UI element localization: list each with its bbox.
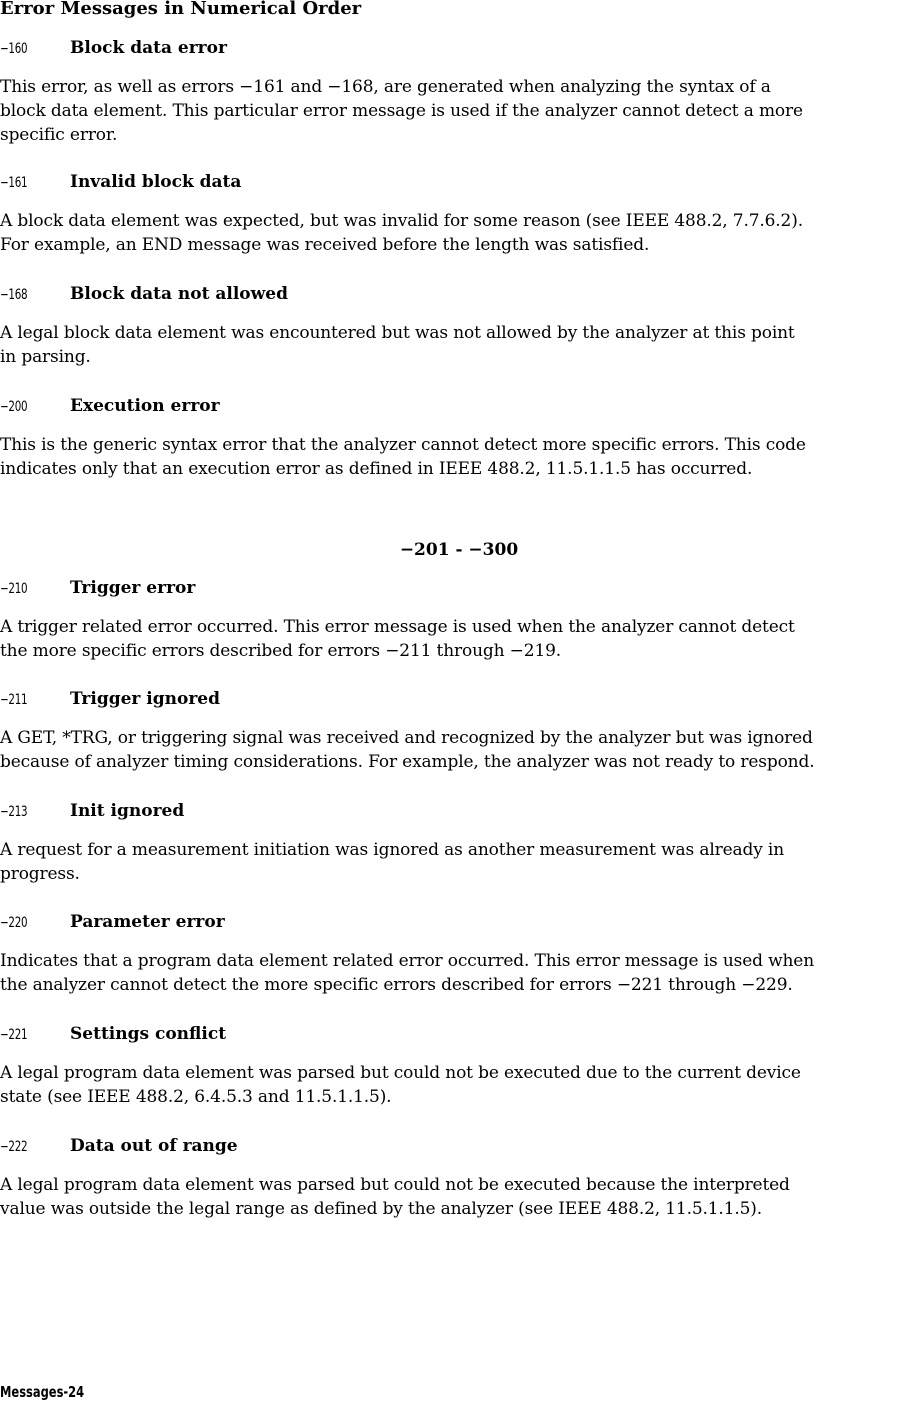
error-code: −220 — [0, 915, 28, 931]
description-line: A block data element was expected, but was invalid for some reason (see IEEE 488.2, 7.7.6.2). — [0, 211, 803, 231]
error-description — [0, 615, 902, 663]
error-entry-211 — [0, 689, 902, 774]
error-code: −168 — [0, 287, 28, 303]
description-line: in parsing. — [0, 347, 91, 367]
error-description — [0, 75, 902, 147]
error-code: −161 — [0, 175, 28, 191]
error-description — [0, 838, 902, 886]
description-line: Indicates that a program data element related error occurred. This error message is used when — [0, 951, 815, 971]
error-description — [0, 209, 902, 257]
description-line: A legal program data element was parsed but could not be executed because the interpreted — [0, 1175, 790, 1195]
error-entry-160 — [0, 38, 902, 147]
error-entry-200 — [0, 396, 902, 481]
description-line: For example, an END message was received before the length was satisfied. — [0, 235, 650, 255]
error-entry-220 — [0, 912, 902, 997]
error-code: −221 — [0, 1027, 28, 1043]
error-title: Data out of range — [70, 1136, 238, 1156]
error-code: −222 — [0, 1139, 28, 1155]
error-entry-168 — [0, 284, 902, 369]
section-heading: −201 - −300 — [399, 540, 519, 560]
error-entry-222 — [0, 1136, 902, 1221]
description-line: A trigger related error occurred. This error message is used when the analyzer cannot detect — [0, 617, 795, 637]
error-description — [0, 949, 902, 997]
error-title: Trigger ignored — [70, 689, 220, 709]
error-description — [0, 726, 902, 774]
description-line: This is the generic syntax error that the analyzer cannot detect more specific errors. This code — [0, 435, 806, 455]
description-line: A GET, *TRG, or triggering signal was received and recognized by the analyzer but was ignored — [0, 728, 813, 748]
description-line: the analyzer cannot detect the more specific errors described for errors −221 through −229. — [0, 975, 793, 995]
error-title: Settings conflict — [70, 1024, 227, 1044]
error-description — [0, 321, 902, 369]
description-line: block data element. This particular error message is used if the analyzer cannot detect a more — [0, 101, 803, 121]
description-line: A legal program data element was parsed but could not be executed due to the current device — [0, 1063, 801, 1083]
error-description — [0, 1173, 902, 1221]
description-line: state (see IEEE 488.2, 6.4.5.3 and 11.5.1.1.5). — [0, 1087, 392, 1107]
error-title: Execution error — [70, 396, 220, 416]
error-title: Block data not allowed — [70, 284, 288, 304]
description-line: the more specific errors described for errors −211 through −219. — [0, 641, 562, 661]
error-title: Invalid block data — [70, 172, 242, 192]
error-entry-210 — [0, 578, 902, 663]
description-line: value was outside the legal range as defined by the analyzer (see IEEE 488.2, 11.5.1.1.5). — [0, 1199, 763, 1219]
error-title: Block data error — [70, 38, 227, 58]
error-entry-213 — [0, 801, 902, 886]
page-footer: Messages-24 — [0, 1383, 85, 1401]
description-line: specific error. — [0, 125, 118, 145]
error-entry-221 — [0, 1024, 902, 1109]
error-entry-161 — [0, 172, 902, 257]
description-line: A request for a measurement initiation was ignored as another measurement was already in — [0, 840, 785, 860]
description-line: A legal block data element was encountered but was not allowed by the analyzer at this point — [0, 323, 795, 343]
error-title: Init ignored — [70, 801, 185, 821]
description-line: progress. — [0, 864, 80, 884]
error-description — [0, 1061, 902, 1109]
description-line: indicates only that an execution error as defined in IEEE 488.2, 11.5.1.1.5 has occurred. — [0, 459, 753, 479]
error-code: −213 — [0, 804, 28, 820]
description-line: This error, as well as errors −161 and −168, are generated when analyzing the syntax of a — [0, 77, 771, 97]
error-title: Trigger error — [70, 578, 196, 598]
page-title: Error Messages in Numerical Order — [0, 0, 362, 19]
description-line: because of analyzer timing considerations. For example, the analyzer was not ready to respond. — [0, 752, 815, 772]
error-description — [0, 433, 902, 481]
error-code: −211 — [0, 692, 28, 708]
error-code: −200 — [0, 399, 28, 415]
error-code: −160 — [0, 41, 28, 57]
error-code: −210 — [0, 581, 28, 597]
error-title: Parameter error — [70, 912, 225, 932]
